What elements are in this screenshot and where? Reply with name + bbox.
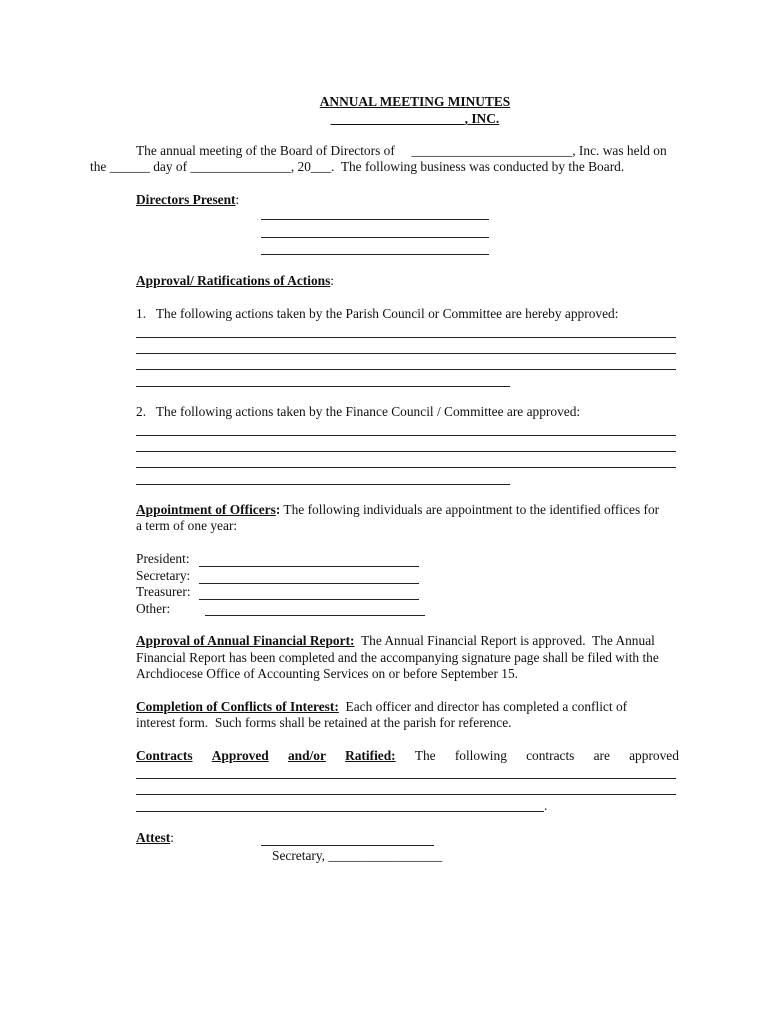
contracts-word: Approved xyxy=(211,748,269,763)
page-title: ANNUAL MEETING MINUTES xyxy=(319,94,511,109)
attest-signature-blank xyxy=(261,845,434,846)
approval-item-1: 1. The following actions taken by the Parish Council or Committee are hereby approved: xyxy=(136,306,619,321)
intro-line-2: the ______ day of _______________, 20___. The following business was conducted by the Board. xyxy=(90,159,625,174)
contracts-blank-1 xyxy=(136,778,676,779)
other-blank xyxy=(205,615,425,616)
approval-2-blank-1 xyxy=(136,435,676,436)
contracts-word: The xyxy=(414,748,436,763)
company-name-line: ____________________, INC. xyxy=(330,111,500,126)
approval-1-blank-2 xyxy=(136,353,676,354)
approval-2-blank-2 xyxy=(136,451,676,452)
attest-heading: Attest: xyxy=(136,830,174,845)
approvals-heading: Approval/ Ratifications of Actions: xyxy=(136,273,335,288)
contracts-word: are xyxy=(593,748,610,763)
contracts-blank-2 xyxy=(136,794,676,795)
contracts-word: approved xyxy=(629,748,679,763)
conflicts-line-2: interest form. Such forms shall be retained at the parish for reference. xyxy=(136,715,512,730)
contracts-word: following xyxy=(454,748,507,763)
secretary-label: Secretary: xyxy=(136,568,191,583)
approval-2-blank-4 xyxy=(136,484,510,485)
contracts-word: contracts xyxy=(526,748,575,763)
approval-1-blank-3 xyxy=(136,369,676,370)
financial-report-line-3: Archdiocese Office of Accounting Services on or before September 15. xyxy=(136,666,518,681)
contracts-period: . xyxy=(544,798,548,813)
contracts-word: and/or xyxy=(287,748,326,763)
approval-2-blank-3 xyxy=(136,467,676,468)
intro-line-1: The annual meeting of the Board of Directors of ________________________, Inc. was held on xyxy=(136,143,667,158)
approval-1-blank-1 xyxy=(136,337,676,338)
director-blank-1 xyxy=(261,219,489,220)
financial-report-line-2: Financial Report has been completed and the accompanying signature page shall be filed with the xyxy=(136,650,659,665)
conflicts-line-1: Completion of Conflicts of Interest: Each officer and director has completed a conflict of xyxy=(136,699,628,714)
contracts-word: Contracts xyxy=(136,748,193,763)
approval-item-2: 2. The following actions taken by the Finance Council / Committee are approved: xyxy=(136,404,581,419)
directors-heading: Directors Present: xyxy=(136,192,240,207)
treasurer-label: Treasurer: xyxy=(136,584,191,599)
contracts-line xyxy=(136,748,679,764)
director-blank-2 xyxy=(261,237,489,238)
treasurer-blank xyxy=(199,599,419,600)
officers-paragraph-line-1: Appointment of Officers: The following individuals are appointment to the identified offices for xyxy=(136,502,660,517)
president-label: President: xyxy=(136,551,190,566)
other-label: Other: xyxy=(136,601,171,616)
president-blank xyxy=(199,566,419,567)
officers-paragraph-line-2: a term of one year: xyxy=(136,518,238,533)
director-blank-3 xyxy=(261,254,489,255)
contracts-blank-3 xyxy=(136,811,544,812)
approval-1-blank-4 xyxy=(136,386,510,387)
contracts-word: Ratified: xyxy=(345,748,396,763)
attest-secretary-line: Secretary, _________________ xyxy=(272,848,443,863)
secretary-blank xyxy=(199,583,419,584)
financial-report-line-1: Approval of Annual Financial Report: The Annual Financial Report is approved. The Annual xyxy=(136,633,655,648)
